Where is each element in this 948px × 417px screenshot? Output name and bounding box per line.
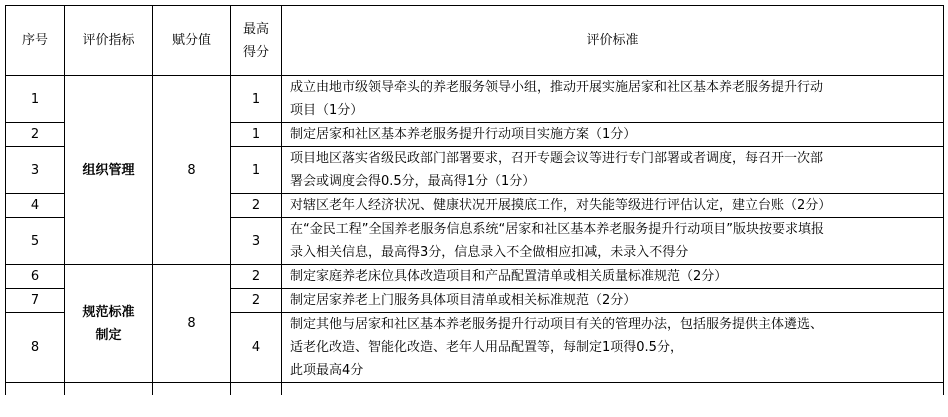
standard-cell [282, 313, 944, 383]
indicator-cell [65, 76, 153, 265]
standard-line: 制定家庭养老床位具体改造项目和产品配置清单或相关质量标准规范（2分） [290, 269, 728, 284]
standard-cell [282, 194, 944, 218]
cut-cell [231, 383, 282, 396]
seq-cell: 3 [6, 147, 65, 194]
standard-line: 署会或调度会得0.5分，最高得1分（1分） [290, 174, 536, 189]
standard-line: 项目（1分） [290, 103, 364, 118]
cut-cell [282, 383, 944, 396]
seq-cell: 5 [6, 218, 65, 265]
standard-line: 项目地区落实省级民政部门部署要求，召开专题会议等进行专门部署或者调度，每召开一次部 [290, 151, 824, 166]
seq-cell: 6 [6, 265, 65, 289]
header-max-score [231, 6, 282, 76]
cut-off-row [6, 383, 944, 396]
standard-line: 对辖区老年人经济状况、健康状况开展摸底工作，对失能等级进行评估认定，建立台账（2分） [290, 198, 832, 213]
max-cell: 2 [231, 289, 282, 313]
header-max-line2: 得分 [242, 44, 269, 60]
standard-line: 制定其他与居家和社区基本养老服务提升行动项目有关的管理办法，包括服务提供主体遴选、 [290, 317, 824, 332]
standard-cell [282, 147, 944, 194]
header-standard: 评价标准 [282, 6, 944, 76]
score-cell: 8 [153, 76, 231, 265]
max-cell: 2 [231, 265, 282, 289]
max-cell: 1 [231, 76, 282, 123]
standard-line: 录入相关信息，最高得3分，信息录入不全做相应扣减，未录入不得分 [290, 245, 689, 260]
header-max-line1: 最高 [242, 21, 269, 37]
standard-line: 制定居家和社区基本养老服务提升行动项目实施方案（1分） [290, 127, 637, 142]
standard-line: 制定居家养老上门服务具体项目清单或相关标准规范（2分） [290, 293, 637, 308]
header-score: 赋分值 [153, 6, 231, 76]
seq-cell: 1 [6, 76, 65, 123]
standard-line: 在“金民工程”全国养老服务信息系统“居家和社区基本养老服务提升行动项目”版块按要求填报 [290, 222, 824, 237]
standard-cell [282, 218, 944, 265]
standard-cell [282, 265, 944, 289]
header-indicator: 评价指标 [65, 6, 153, 76]
seq-cell: 4 [6, 194, 65, 218]
standard-cell [282, 76, 944, 123]
cut-cell [65, 383, 153, 396]
max-cell: 2 [231, 194, 282, 218]
indicator-label: 组织管理 [82, 162, 135, 178]
header-row [6, 6, 944, 76]
standard-cell [282, 123, 944, 147]
max-cell: 3 [231, 218, 282, 265]
table-row [6, 265, 944, 289]
standard-line: 此项最高4分 [290, 363, 364, 378]
standard-line: 成立由地市级领导牵头的养老服务领导小组，推动开展实施居家和社区基本养老服务提升行动 [290, 80, 824, 95]
max-cell: 1 [231, 147, 282, 194]
table-row [6, 76, 944, 123]
score-cell: 8 [153, 265, 231, 383]
cut-cell [153, 383, 231, 396]
seq-cell: 7 [6, 289, 65, 313]
standard-cell [282, 289, 944, 313]
max-cell: 4 [231, 313, 282, 383]
indicator-label-line1: 规范标准 [82, 304, 135, 320]
cut-cell [6, 383, 65, 396]
seq-cell: 2 [6, 123, 65, 147]
standard-line: 适老化改造、智能化改造、老年人用品配置等，每制定1项得0.5分， [290, 340, 683, 355]
header-seq: 序号 [6, 6, 65, 76]
evaluation-table [5, 5, 944, 395]
max-cell: 1 [231, 123, 282, 147]
indicator-cell [65, 265, 153, 383]
seq-cell: 8 [6, 313, 65, 383]
indicator-label-line2: 制定 [95, 327, 122, 343]
